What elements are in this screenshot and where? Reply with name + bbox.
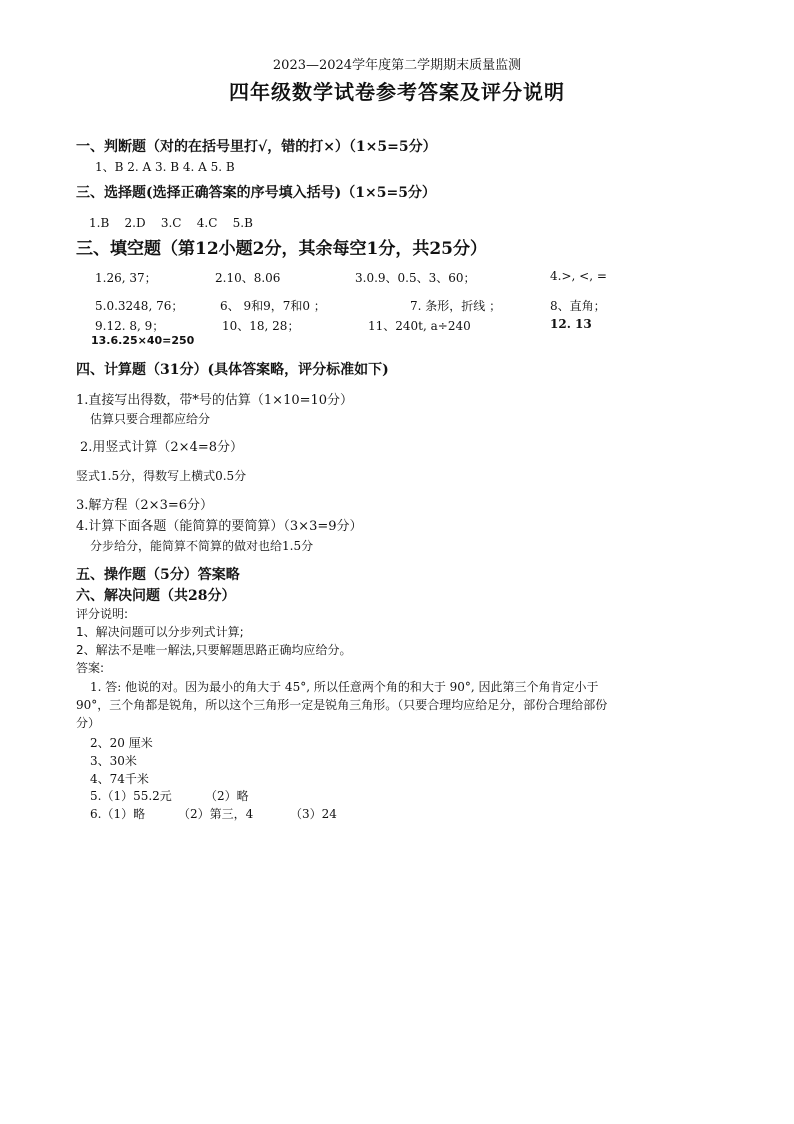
fill-answer-8: 8、直角； bbox=[550, 299, 606, 313]
fill-answer-1: 1.26, 37； bbox=[95, 271, 157, 285]
fill-answer-11: 11、240t, a÷240 bbox=[368, 319, 471, 333]
calc-item-1: 1.直接写出得数，带*号的估算（1×10=10分） bbox=[76, 393, 354, 408]
scoring-rule-2: 2、解法不是唯一解法,只要解题思路正确均应给分。 bbox=[76, 643, 352, 657]
answer-1-line-3: 分） bbox=[76, 716, 101, 730]
exam-subtitle: 2023—2024学年度第二学期期末质量监测 bbox=[272, 58, 522, 73]
fill-answer-3: 3.0.9、0.5、3、60； bbox=[355, 271, 476, 285]
fill-answer-5: 5.0.3248, 76； bbox=[95, 299, 184, 313]
answer-1-line-2: 90°，三个角都是锐角，所以这个三角形一定是锐角三角形。（只要合理均应给足分，部份合理给部份 bbox=[76, 698, 608, 712]
answer-5-part-1: 5.（1）55.2元 bbox=[90, 789, 172, 803]
calc-item-3: 3.解方程（2×3=6分） bbox=[76, 498, 214, 513]
section4-heading: 四、计算题（31分）(具体答案略，评分标准如下) bbox=[76, 362, 389, 378]
calc-item-4-note: 分步给分，能简算不简算的做对也给1.5分 bbox=[90, 539, 314, 553]
exam-title: 四年级数学试卷参考答案及评分说明 bbox=[229, 80, 565, 104]
answer-6-part-3: （3）24 bbox=[290, 807, 337, 821]
calc-item-1-note: 估算只要合理都应给分 bbox=[90, 412, 211, 426]
answer-3: 3、30米 bbox=[90, 754, 137, 768]
scoring-rule-1: 1、解决问题可以分步列式计算; bbox=[76, 625, 244, 639]
section5-heading: 五、操作题（5分）答案略 bbox=[76, 567, 240, 583]
answer-6-part-2: （2）第三，4 bbox=[178, 807, 254, 821]
answer-5-part-2: （2）略 bbox=[205, 789, 249, 803]
answer-2: 2、20 厘米 bbox=[90, 736, 153, 750]
fill-answer-12: 12. 13 bbox=[550, 317, 592, 331]
calc-item-2: 2.用竖式计算（2×4=8分） bbox=[80, 440, 244, 455]
fill-answer-2: 2.10、8.06 bbox=[215, 271, 281, 285]
fill-answer-6: 6、 9和9，7和0 ； bbox=[220, 299, 326, 313]
fill-answer-10: 10、18, 28； bbox=[222, 319, 300, 333]
section6-heading: 六、解决问题（共28分） bbox=[76, 588, 236, 604]
fill-answer-9: 9.12. 8, 9； bbox=[95, 319, 165, 333]
calc-item-4: 4.计算下面各题（能简算的要简算）（3×3=9分） bbox=[76, 519, 363, 534]
section2-heading: 三、选择题(选择正确答案的序号填入括号)（1×5=5分） bbox=[76, 185, 436, 201]
answer-4: 4、74千米 bbox=[90, 772, 149, 786]
answers-label: 答案: bbox=[76, 661, 105, 675]
fill-answer-7: 7. 条形，折线 ； bbox=[410, 299, 502, 313]
section3-heading: 三、填空题（第12小题2分，其余每空1分，共25分） bbox=[76, 239, 487, 259]
fill-answer-4: 4.>, <, = bbox=[550, 269, 607, 283]
answer-6-part-1: 6.（1）略 bbox=[90, 807, 146, 821]
fill-answer-13: 13.6.25×40=250 bbox=[91, 334, 195, 347]
calc-item-2-note: 竖式1.5分，得数写上横式0.5分 bbox=[76, 469, 247, 483]
answer-1-line-1: 1. 答: 他说的对。因为最小的角大于 45°, 所以任意两个角的和大于 90°, 因此第三个角肯定小于 bbox=[90, 680, 599, 694]
scoring-label: 评分说明: bbox=[76, 607, 129, 621]
section1-answers: 1、B 2. A 3. B 4. A 5. B bbox=[95, 160, 235, 174]
section2-answers: 1.B 2.D 3.C 4.C 5.B bbox=[89, 216, 253, 230]
section1-heading: 一、判断题（对的在括号里打√，错的打×）（1×5=5分） bbox=[76, 139, 437, 155]
